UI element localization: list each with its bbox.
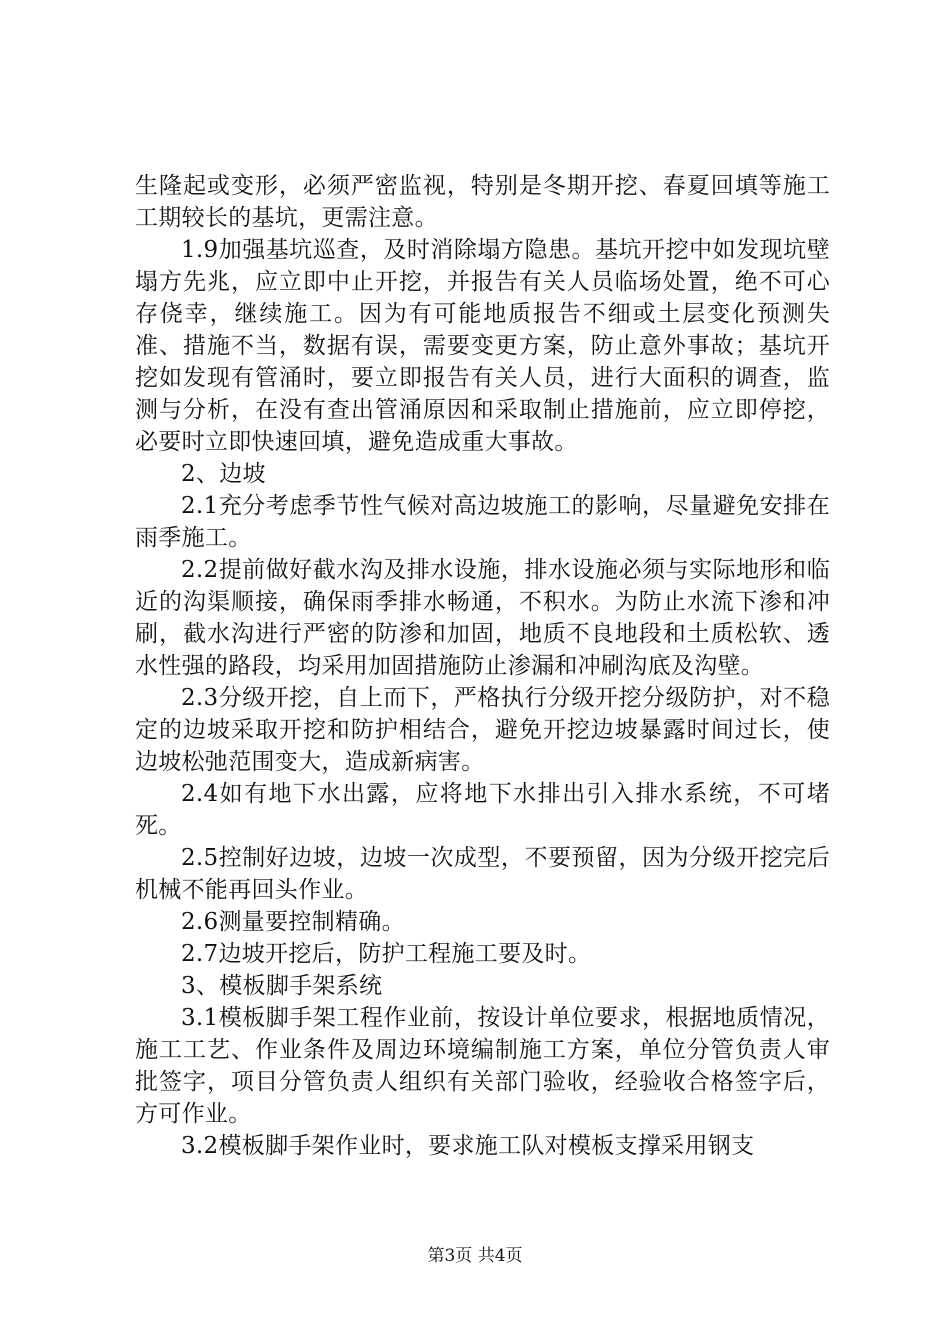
paragraph: 生隆起或变形，必须严密监视，特别是冬期开挖、春夏回填等施工工期较长的基坑，更需注意。: [135, 173, 830, 231]
section-heading: 2、边坡: [181, 461, 266, 487]
body-text: [135, 170, 830, 1162]
paragraph: 2.3分级开挖，自上而下，严格执行分级开挖分级防护，对不稳定的边坡采取开挖和防护相结合，避免开挖边坡暴露时间过长，使边坡松弛范围变大，造成新病害。: [135, 685, 830, 775]
section-heading: 3、模板脚手架系统: [181, 973, 383, 999]
paragraph: 2.7边坡开挖后，防护工程施工要及时。: [181, 941, 592, 967]
paragraph: 3.2模板脚手架作业时，要求施工队对模板支撑采用钢支: [181, 1133, 755, 1159]
paragraph: 2.4如有地下水出露，应将地下水排出引入排水系统，不可堵死。: [135, 781, 830, 839]
paragraph: 1.9加强基坑巡查，及时消除塌方隐患。基坑开挖中如发现坑壁塌方先兆，应立即中止开挖，并报告有关人员临场处置，绝不可心存侥幸，继续施工。因为有可能地质报告不细或土层变化预测失准、措施不当，数据有误，需要变更方案，防止意外事故；基坑开挖如发现有管涌时，要立即报告有关人员，进行大面积的调查，监测与分析，在没有查出管涌原因和采取制止措施前，应立即停挖，必要时立即快速回填，避免造成重大事故。: [135, 237, 830, 455]
page-number: 第3页 共4页: [427, 1246, 523, 1266]
paragraph: 3.1模板脚手架工程作业前，按设计单位要求，根据地质情况，施工工艺、作业条件及周边环境编制施工方案，单位分管负责人审批签字，项目分管负责人组织有关部门验收，经验收合格签字后，方可作业。: [135, 1005, 830, 1127]
paragraph: 2.1充分考虑季节性气候对高边坡施工的影响，尽量避免安排在雨季施工。: [135, 493, 830, 551]
paragraph: 2.2提前做好截水沟及排水设施，排水设施必须与实际地形和临近的沟渠顺接，确保雨季排水畅通，不积水。为防止水流下渗和冲刷，截水沟进行严密的防渗和加固，地质不良地段和土质松软、透水性强的路段，均采用加固措施防止渗漏和冲刷沟底及沟壁。: [135, 557, 830, 679]
paragraph: 2.5控制好边坡，边坡一次成型，不要预留，因为分级开挖完后机械不能再回头作业。: [135, 845, 830, 903]
page-footer: [0, 1244, 950, 1268]
paragraph: 2.6测量要控制精确。: [181, 909, 405, 935]
